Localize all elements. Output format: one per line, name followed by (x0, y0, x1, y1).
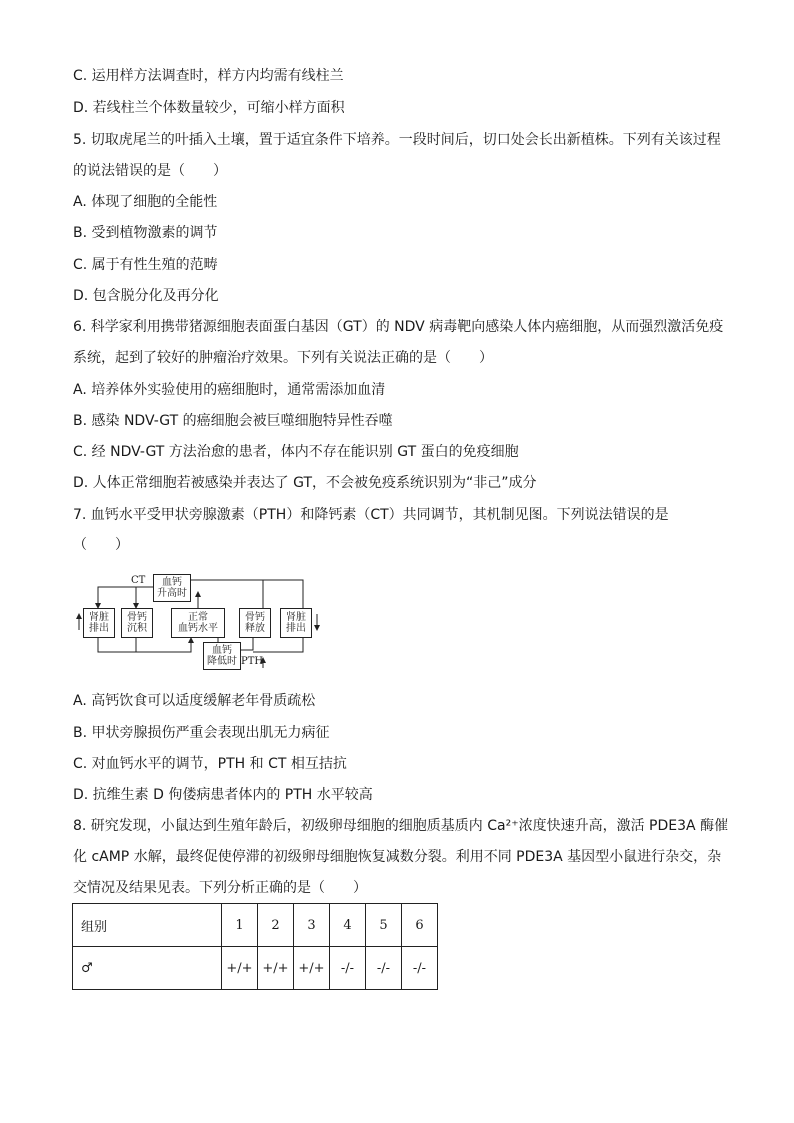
blood-calcium-low-box: 血钙 降低时 (203, 642, 241, 670)
table-cell: 3 (294, 904, 330, 947)
table-cell: 6 (402, 904, 438, 947)
kidney-excrete-left-box: 肾脏 排出 (83, 608, 115, 638)
table-cell: 1 (222, 904, 258, 947)
q7-option-d: D. 抗维生素 D 佝偻病患者体内的 PTH 水平较高 (73, 787, 373, 803)
blood-calcium-high-box: 血钙 升高时 (153, 574, 191, 602)
q8-stem-line3: 交情况及结果见表。下列分析正确的是（ ） (73, 880, 367, 896)
q5-option-a: A. 体现了细胞的全能性 (73, 194, 218, 210)
bone-calcium-deposit-box: 骨钙 沉积 (121, 608, 153, 638)
q7-option-b: B. 甲状旁腺损伤严重会表现出肌无力病征 (73, 725, 330, 741)
q5-option-c: C. 属于有性生殖的范畴 (73, 257, 218, 273)
table-cell: +/+ (222, 947, 258, 990)
table-cell: 4 (330, 904, 366, 947)
bone-calcium-release-box: 骨钙 释放 (239, 608, 271, 638)
table-cell: +/+ (258, 947, 294, 990)
q6-stem-line2: 系统，起到了较好的肿瘤治疗效果。下列有关说法正确的是（ ） (73, 350, 493, 366)
table-cell: -/- (366, 947, 402, 990)
q7-option-a: A. 高钙饮食可以适度缓解老年骨质疏松 (73, 693, 316, 709)
calcium-regulation-diagram (73, 570, 333, 670)
q7-stem-line2: （ ） (73, 537, 129, 553)
group-header-cell: 组别 (73, 904, 222, 947)
q8-stem-line1: 8. 研究发现，小鼠达到生殖年龄后，初级卵母细胞的细胞质基质内 Ca²⁺浓度快速升高，激活 PDE3A 酶催 (73, 818, 729, 834)
table-cell: 2 (258, 904, 294, 947)
q6-option-a: A. 培养体外实验使用的癌细胞时，通常需添加血清 (73, 382, 386, 398)
normal-blood-calcium-box: 正常 血钙水平 (171, 608, 225, 638)
table-cell: -/- (402, 947, 438, 990)
q4-option-d: D. 若线柱兰个体数量较少，可缩小样方面积 (73, 100, 345, 116)
q7-stem-line1: 7. 血钙水平受甲状旁腺激素（PTH）和降钙素（CT）共同调节，其机制见图。下列说法错误的是 (73, 507, 669, 523)
q6-option-b: B. 感染 NDV-GT 的癌细胞会被巨噬细胞特异性吞噬 (73, 413, 393, 429)
q6-option-c: C. 经 NDV-GT 方法治愈的患者，体内不存在能识别 GT 蛋白的免疫细胞 (73, 444, 519, 460)
q4-option-c: C. 运用样方法调查时，样方内均需有线柱兰 (73, 68, 344, 84)
q7-option-c: C. 对血钙水平的调节，PTH 和 CT 相互拮抗 (73, 756, 347, 772)
pth-label: PTH (241, 656, 264, 667)
table-row (73, 947, 438, 990)
male-header-cell: ♂ (73, 947, 222, 990)
table-cell: -/- (330, 947, 366, 990)
q6-option-d: D. 人体正常细胞若被感染并表达了 GT，不会被免疫系统识别为“非己”成分 (73, 475, 537, 491)
q5-stem-line2: 的说法错误的是（ ） (73, 163, 227, 179)
ct-label: CT (131, 575, 146, 586)
table-cell: +/+ (294, 947, 330, 990)
table-row (73, 904, 438, 947)
cross-results-table (72, 903, 438, 990)
kidney-excrete-right-box: 肾脏 排出 (280, 608, 312, 638)
q5-option-b: B. 受到植物激素的调节 (73, 225, 218, 241)
q5-stem-line1: 5. 切取虎尾兰的叶插入土壤，置于适宜条件下培养。一段时间后，切口处会长出新植株。下列有关该过程 (73, 132, 721, 148)
table-cell: 5 (366, 904, 402, 947)
q8-stem-line2: 化 cAMP 水解，最终促使停滞的初级卵母细胞恢复减数分裂。利用不同 PDE3A 基因型小鼠进行杂交，杂 (73, 849, 722, 865)
q6-stem-line1: 6. 科学家利用携带猪源细胞表面蛋白基因（GT）的 NDV 病毒靶向感染人体内癌细胞，从而强烈激活免疫 (73, 319, 724, 335)
q5-option-d: D. 包含脱分化及再分化 (73, 288, 219, 304)
